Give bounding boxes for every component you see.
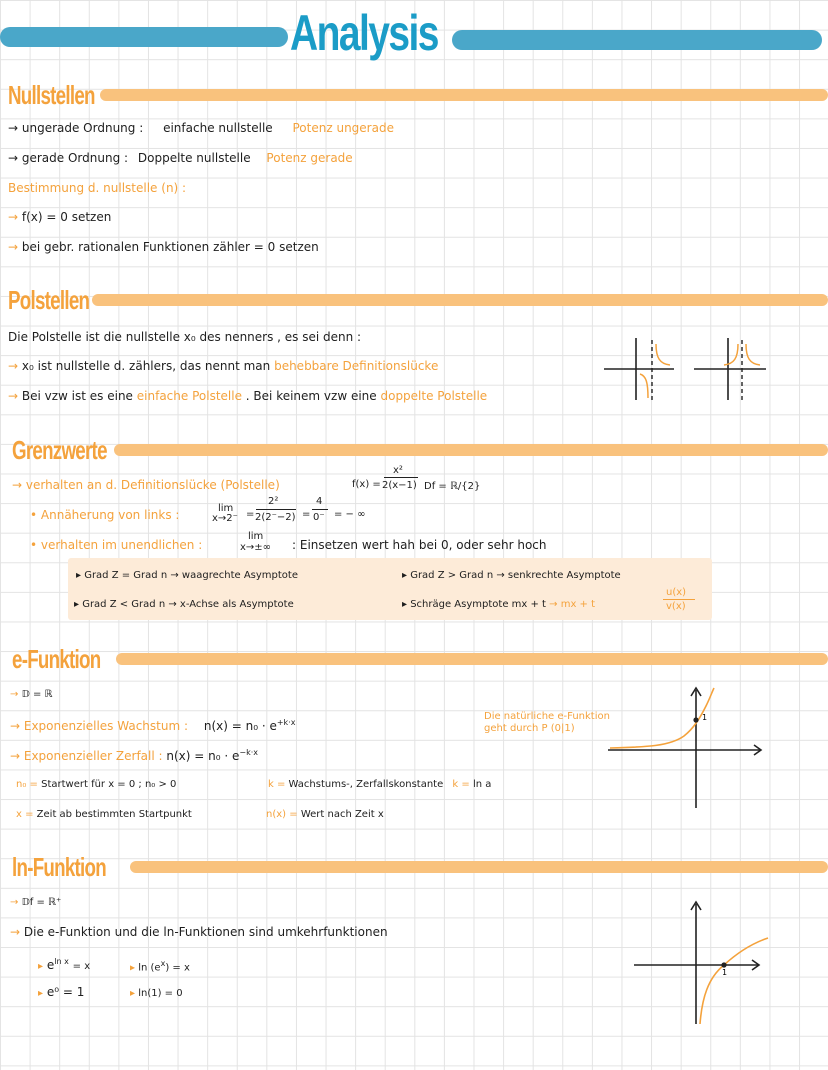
heading-bar-grenzwerte [114, 444, 828, 456]
efunktion-zerfall: → Exponenzieller Zerfall : $n(x) = n_0 \cdot e^{-k\cdot x}$ [10, 748, 259, 763]
grenzwerte-line-2-label: • Annäherung von links : [30, 508, 180, 522]
efunktion-note-2: geht durch P (0|1) [484, 723, 575, 734]
pole-sketch-simple [604, 336, 674, 402]
lnfunktion-formula-1: ▸ $e^{ln x} = x$ [38, 957, 91, 972]
lim-left-den: 2(2⁻−2) [255, 512, 296, 523]
nullstellen-line-3: Bestimmung d. nullstelle (n) : [8, 181, 187, 195]
nullstellen-line-2: → gerade Ordnung : Doppelte nullstelle Potenz gerade [8, 151, 353, 165]
efunktion-domain: → 𝔻 = ℝ [10, 689, 53, 700]
asymptote-frac-num: u(x) [666, 587, 687, 598]
polstellen-line-2: → x₀ ist nullstelle d. zählers, das nennt man behebbare Definitionslücke [8, 359, 439, 373]
efunktion-graph-label: 1 [702, 713, 708, 722]
asymptote-frac-den: v(x) [666, 601, 686, 612]
polstellen-line-3: → Bei vzw ist es eine einfache Polstelle . Bei keinem vzw eine doppelte Polstelle [8, 389, 488, 403]
heading-lnfunktion: ln-Funktion [12, 852, 106, 882]
lim-left-result: = − ∞ [334, 509, 366, 520]
efunktion-wachstum: → Exponenzielles Wachstum : $n(x) = n_0 \cdot e^{+k\cdot x}$ [10, 718, 296, 733]
heading-bar-polstellen [92, 294, 828, 306]
efunktion-wert: n(x) = Wert nach Zeit x [266, 809, 384, 820]
grenzwerte-fraction-num: x² [393, 465, 403, 476]
lim-left-num: 2² [268, 496, 279, 507]
lim-left: lim [218, 503, 234, 514]
efunktion-startwert: n₀ = Startwert für x = 0 ; n₀ > 0 [16, 779, 177, 790]
lim-left-line2 [312, 509, 328, 510]
heading-bar-efunktion [116, 653, 828, 665]
efunktion-graph [608, 684, 768, 812]
polstellen-line-1: Die Polstelle ist die nullstelle x₀ des nenners , es sei denn : [8, 330, 362, 344]
lim-inf-sub: x→±∞ [240, 542, 272, 553]
nullstellen-line-1: → ungerade Ordnung : einfache nullstelle Potenz ungerade [8, 121, 394, 135]
efunktion-zeit: x = Zeit ab bestimmten Startpunkt [16, 809, 192, 820]
efunktion-note-1: Die natürliche e-Funktion [484, 711, 610, 722]
heading-polstellen: Polstellen [8, 285, 90, 315]
lim-left-den2: 0⁻ [313, 512, 325, 523]
lnfunktion-graph [634, 898, 774, 1028]
efunktion-konstante: k = Wachstums-, Zerfallskonstante k = ln a [268, 779, 492, 790]
lim-left-sub: x→2⁻ [212, 513, 238, 524]
asymptote-rule-2: ▸ Grad Z > Grad n → senkrechte Asymptote [402, 570, 621, 581]
asymptote-rule-1: ▸ Grad Z = Grad n → waagrechte Asymptote [76, 570, 298, 581]
nullstellen-line-5: → bei gebr. rationalen Funktionen zähler = 0 setzen [8, 240, 319, 254]
heading-bar-lnfunktion [130, 861, 828, 873]
lim-left-eq2: = [302, 509, 311, 520]
lnfunktion-formula-2: ▸ $\ln (e^x) = x$ [130, 959, 190, 974]
asymptote-rule-4: ▸ Schräge Asymptote mx + t → mx + t [402, 599, 596, 610]
grenzwerte-line-1: → verhalten an d. Definitionslücke (Polstelle) [12, 478, 280, 492]
page-title: Analysis [290, 5, 438, 61]
lnfunktion-graph-label: 1 [722, 968, 728, 977]
heading-bar-nullstellen [100, 89, 828, 101]
heading-efunktion: e-Funktion [12, 644, 101, 674]
grenzwerte-function: f(x) = [352, 479, 381, 490]
lim-left-num2: 4 [316, 496, 323, 507]
pole-sketch-double [694, 336, 766, 402]
lnfunktion-formula-3: ▸ e⁰ = 1 [38, 985, 85, 999]
grenzwerte-df: Df = ℝ/{2} [424, 481, 481, 492]
lim-inf: lim [248, 531, 264, 542]
heading-grenzwerte: Grenzwerte [12, 435, 107, 465]
lim-left-line [256, 509, 296, 510]
nullstellen-line-4: → f(x) = 0 setzen [8, 210, 112, 224]
lnfunktion-umkehr: → Die e-Funktion und die ln-Funktionen sind umkehrfunktionen [10, 925, 388, 939]
title-bar-left [0, 27, 288, 47]
lnfunktion-domain: → 𝔻f = ℝ⁺ [10, 897, 62, 908]
grenzwerte-fraction-line [384, 477, 418, 478]
heading-nullstellen: Nullstellen [8, 80, 95, 110]
grenzwerte-line-3-label: • verhalten im unendlichen : [30, 538, 203, 552]
title-bar-right [452, 30, 822, 50]
grenzwerte-line-3-text: : Einsetzen wert hah bei 0, oder sehr hoch [292, 538, 547, 552]
grenzwerte-fraction-den: 2(x−1) [382, 480, 417, 491]
lnfunktion-formula-4: ▸ ln(1) = 0 [130, 988, 183, 999]
asymptote-rule-3: ▸ Grad Z < Grad n → x-Achse als Asymptote [74, 599, 294, 610]
lim-left-eq: = [246, 509, 255, 520]
